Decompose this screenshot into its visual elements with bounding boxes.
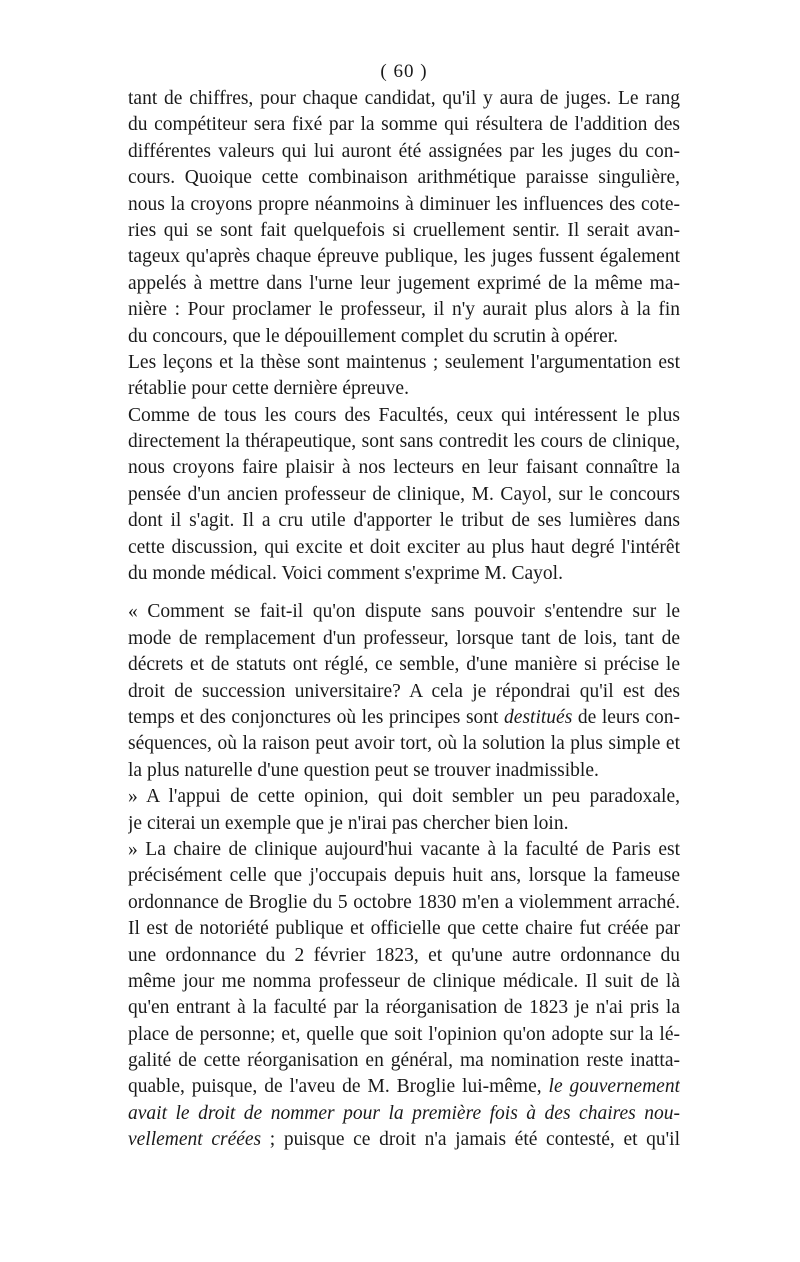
text-line: cette discussion, qui excite et doit exciter au plus haut degré l'intérêt	[128, 536, 680, 558]
text-line: précisément celle que j'occupais depuis huit ans, lorsque la fameuse	[128, 865, 680, 887]
paragraph	[128, 86, 680, 350]
text-line: même jour me nomma professeur de clinique médicale. Il suit de là	[128, 970, 680, 992]
quote-paragraph	[128, 784, 680, 837]
text-line: du compétiteur sera fixé par la somme qui résultera de l'addition des	[128, 114, 680, 136]
text-line: qu'en entrant à la faculté par la réorganisation de 1823 je n'ai pris la	[128, 997, 680, 1019]
text-line: « Comment se fait-il qu'on dispute sans pouvoir s'entendre sur le	[128, 601, 680, 623]
text-line: Les leçons et la thèse sont maintenus ; seulement l'argumentation est	[128, 351, 680, 373]
text-line: différentes valeurs qui lui auront été assignées par les juges du con-	[128, 140, 680, 162]
text-line: décrets et de statuts ont réglé, ce semble, d'une manière si précise le	[128, 654, 680, 676]
text-line: une ordonnance du 2 février 1823, et qu'une autre ordonnance du	[128, 944, 680, 966]
text-line: temps et des conjonctures où les principes sont destitués de leurs con-	[128, 706, 680, 728]
text-line: quable, puisque, de l'aveu de M. Broglie lui-même, le gouvernement	[128, 1076, 680, 1098]
text-line: droit de succession universitaire? A cela je répondrai qu'il est des	[128, 680, 680, 702]
text-line: dont il s'agit. Il a cru utile d'apporter le tribut de ses lumières dans	[128, 510, 680, 532]
text-line: Comme de tous les cours des Facultés, ceux qui intéressent le plus	[128, 404, 680, 426]
text-line: galité de cette réorganisation en général, ma nomination reste inatta-	[128, 1050, 680, 1072]
document-page	[128, 58, 680, 1154]
text-line: appelés à mettre dans l'urne leur jugement exprimé de la même ma-	[128, 272, 680, 294]
text-line: je citerai un exemple que je n'irai pas chercher bien loin.	[128, 812, 569, 834]
text-line: tant de chiffres, pour chaque candidat, qu'il y aura de juges. Le rang	[128, 88, 680, 109]
text-line: ordonnance de Broglie du 5 octobre 1830 m'en a violemment arraché.	[128, 891, 680, 913]
paragraph	[128, 403, 680, 588]
text-line: mode de remplacement d'un professeur, lorsque tant de lois, tant de	[128, 627, 680, 649]
text-line: nière : Pour proclamer le professeur, il n'y aurait plus alors à la fin	[128, 299, 680, 321]
text-line: directement la thérapeutique, sont sans contredit les cours de clinique,	[128, 431, 680, 453]
text-line: vellement créées ; puisque ce droit n'a jamais été contesté, et qu'il	[128, 1129, 680, 1151]
paragraph	[128, 350, 680, 403]
quote-paragraph	[128, 837, 680, 1154]
text-line: séquences, où la raison peut avoir tort, où la solution la plus simple et	[128, 733, 680, 755]
text-line: nous la croyons propre néanmoins à diminuer les influences des cote-	[128, 193, 680, 215]
text-line: place de personne; et, quelle que soit l'opinion qu'on adopte sur la lé-	[128, 1023, 680, 1045]
text-line: nous croyons faire plaisir à nos lecteurs en leur faisant connaître la	[128, 457, 680, 479]
quote-paragraph	[128, 599, 680, 784]
text-line: ries qui se sont fait quelquefois si cruellement sentir. Il serait avan-	[128, 219, 680, 241]
text-line: tageux qu'après chaque épreuve publique, les juges fussent également	[128, 246, 680, 268]
text-line: » La chaire de clinique aujourd'hui vacante à la faculté de Paris est	[128, 838, 680, 860]
text-line: Il est de notoriété publique et officielle que cette chaire fut créée par	[128, 918, 680, 940]
text-line: du concours, que le dépouillement complet du scrutin à opérer.	[128, 325, 619, 347]
text-line: cours. Quoique cette combinaison arithmétique paraisse singulière,	[128, 167, 680, 189]
text-line: pensée d'un ancien professeur de clinique, M. Cayol, sur le concours	[128, 483, 680, 505]
text-line: la plus naturelle d'une question peut se trouver inadmissible.	[128, 759, 599, 781]
text-line: avait le droit de nommer pour la première fois à des chaires nou-	[128, 1102, 680, 1124]
text-line: » A l'appui de cette opinion, qui doit sembler un peu paradoxale,	[128, 786, 680, 808]
page-number: ( 60 )	[380, 61, 428, 82]
text-line: du monde médical. Voici comment s'exprime M. Cayol.	[128, 563, 563, 585]
text-line: rétablie pour cette dernière épreuve.	[128, 378, 409, 400]
